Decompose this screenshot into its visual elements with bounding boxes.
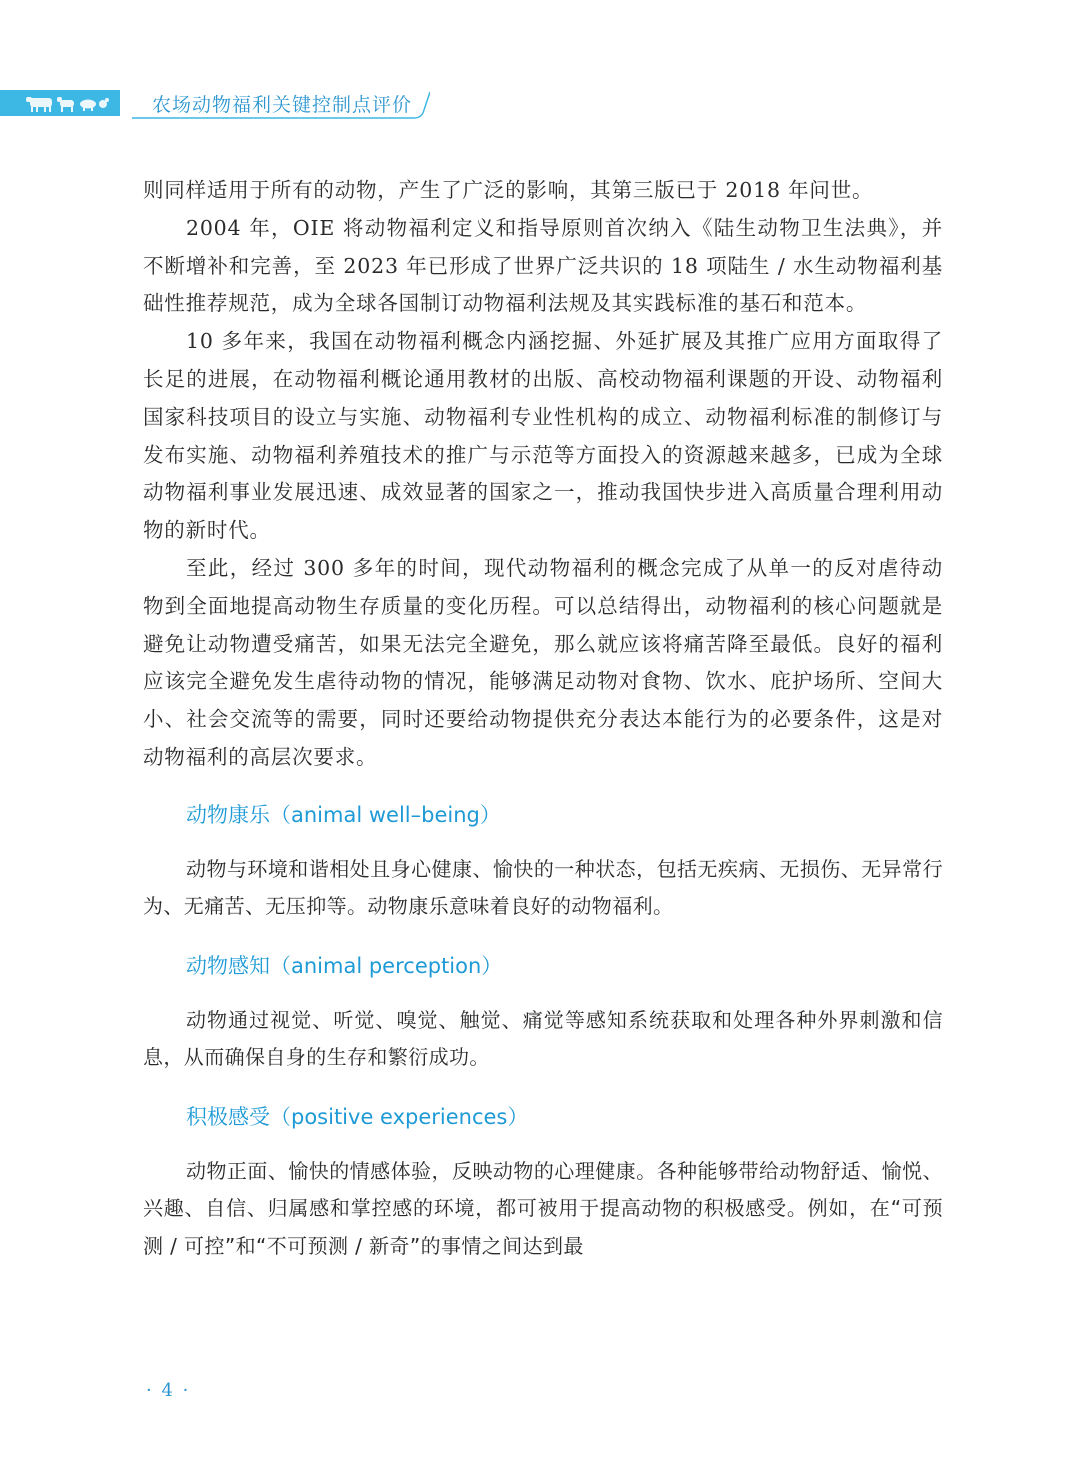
page-number: · 4 · xyxy=(146,1380,191,1401)
running-header-title: 农场动物福利关键控制点评价 xyxy=(152,94,413,116)
term-heading-animal-well-being: 动物康乐（animal well–being） xyxy=(186,802,501,827)
term-heading-positive-experiences: 积极感受（positive experiences） xyxy=(186,1104,529,1129)
paragraph-summary: 至此，经过 300 多年的时间，现代动物福利的概念完成了从单一的反对虐待动物到全面地提高动物生存质量的变化历程。可以总结得出，动物福利的核心问题就是避免让动物遭受痛苦，如果无法完全避免，那么就应该将痛苦降至最低。良好的福利应该完全避免发生虐待动物的情况，能够满足动物对食物、饮水、庇护场所、空间大小、社会交流等的需要，同时还要给动物提供充分表达本能行为的必要条件，这是对动物福利的高层次要求。 xyxy=(143,555,943,769)
term-definition-positive-experiences: 动物正面、愉快的情感体验，反映动物的心理健康。各种能够带给动物舒适、愉悦、兴趣、自信、归属感和掌控感的环境，都可被用于提高动物的积极感受。例如，在“可预测 / 可控”和“不可预测 / 新奇”的事情之间达到最 xyxy=(143,1158,943,1258)
page-body xyxy=(143,172,943,1265)
term-definition-animal-well-being: 动物与环境和谐相处且身心健康、愉快的一种状态，包括无疾病、无损伤、无异常行为、无痛苦、无压抑等。动物康乐意味着良好的动物福利。 xyxy=(143,856,943,919)
paragraph-china-progress: 10 多年来，我国在动物福利概念内涵挖掘、外延扩展及其推广应用方面取得了长足的进展，在动物福利概论通用教材的出版、高校动物福利课题的开设、动物福利国家科技项目的设立与实施、动物福利专业性机构的成立、动物福利标准的制修订与发布实施、动物福利养殖技术的推广与示范等方面投入的资源越来越多，已成为全球动物福利事业发展迅速、成效显著的国家之一，推动我国快步进入高质量合理利用动物的新时代。 xyxy=(143,329,943,543)
paragraph-oie: 2004 年，OIE 将动物福利定义和指导原则首次纳入《陆生动物卫生法典》，并不断增补和完善，至 2023 年已形成了世界广泛共识的 18 项陆生 / 水生动物福利基础性推荐规范，成为全球各国制订动物福利法规及其实践标准的基石和范本。 xyxy=(143,215,943,316)
term-heading-animal-perception: 动物感知（animal perception） xyxy=(186,953,503,978)
farm-animals-silhouette-icon xyxy=(0,84,130,120)
running-header xyxy=(0,84,1080,120)
paragraph-continuation: 则同样适用于所有的动物，产生了广泛的影响，其第三版已于 2018 年问世。 xyxy=(143,178,874,202)
term-definition-animal-perception: 动物通过视觉、听觉、嗅觉、触觉、痛觉等感知系统获取和处理各种外界刺激和信息，从而确保自身的生存和繁衍成功。 xyxy=(143,1007,943,1070)
